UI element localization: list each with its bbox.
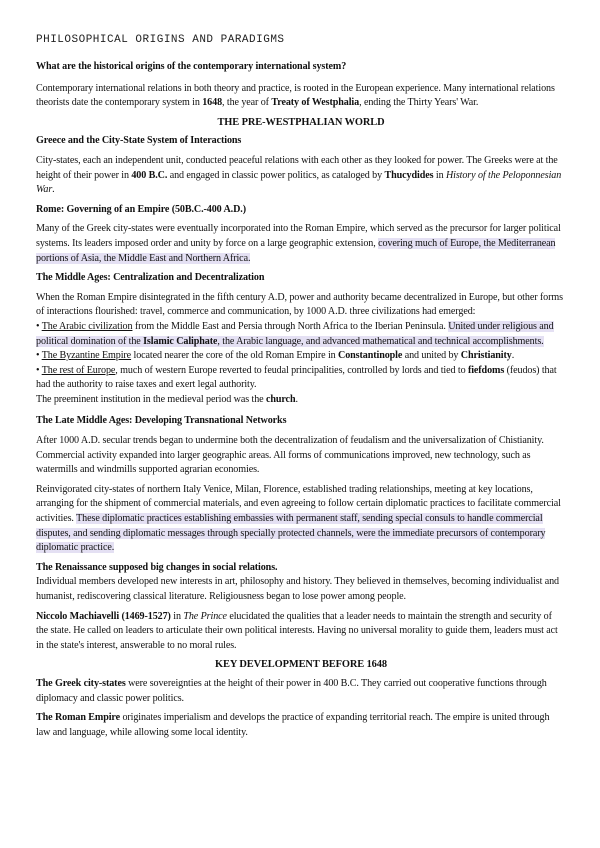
machiavelli-paragraph: Niccolo Machiavelli (1469-1527) in The Prince elucidated the qualities that a leader needs to maintain the strength and security of the state. He called on leaders to articulate their own political interests. Having no universal morality to guide them, leaders must act in the state's interest, answerable to no moral rules. (36, 610, 558, 651)
byzantine-link: The Byzantine Empire (41, 350, 132, 362)
middle-ages-heading: The Middle Ages: Centralization and Decentralization (36, 272, 265, 284)
rome-paragraph: Many of the Greek city-states were eventually incorporated into the Roman Empire, which served as the precursor for larger political systems. Its leaders imposed order and unity by force on a large geographic extension, covering much of Europe, the Mediterranean portions of Asia, the Middle East and Northern Africa. (36, 223, 561, 264)
bullet-arabic: • The Arabic civilization from the Middle East and Persia through North Africa to the Iberian Peninsula. United under religious and political domination of the Islamic Caliphate, the Arabic language, and advanced mathematical and technical accomplishments. (36, 320, 554, 347)
document-body (36, 60, 566, 740)
question-heading: What are the historical origins of the contemporary international system? (36, 61, 347, 72)
key-roman-paragraph: The Roman Empire originates imperialism and develops the practice of expanding territorial reach. The empire is united through law and language, while allowing some local identity. (36, 712, 550, 738)
greece-paragraph: City-states, each an independent unit, conducted peaceful relations with each other as they looked for power. The Greeks were at the height of their power in 400 B.C. and engaged in classic power politics, as cataloged by Thucydides in History of the Peloponnesian War. (36, 154, 562, 196)
bullet-europe: • The rest of Europe, much of western Europe reverted to feudal principalities, controlled by lords and tied to fiefdoms (feudos) that had the authority to raise taxes and exert legal authority. (36, 364, 557, 391)
greece-heading: Greece and the City-State System of Interactions (36, 135, 242, 147)
arabic-link: The Arabic civilization (41, 320, 133, 332)
late-middle-paragraph-2: Reinvigorated city-states of northern Italy Venice, Milan, Florence, established trading relationships, meeting at key locations, arranging for the shipment of commercial materials, and even agreeing to follow certain diplomatic practices to facilitate commercial activities. These diplomatic practices establishing embassies with permanent staff, sending special consuls to handle commercial disputes, and sending diplomatic messages through specially protected channels, were the immediate precursors of contemporary diplomatic practice. (36, 483, 561, 554)
section-heading-pre-westphalian: THE PRE-WESTPHALIAN WORLD (217, 116, 385, 128)
middle-ages-intro: When the Roman Empire disintegrated in the fifth century A.D, power and authority became decentralized in Europe, but other forms of interactions flourished: travel, commerce and communication, by 1000 A.D. three civilizations had emerged: (36, 291, 563, 318)
intro-paragraph: Contemporary international relations in both theory and practice, is rooted in the European experience. Many international relations theorists date the contemporary system in 1648, the year of Treaty of Westphalia, ending the Thirty Years' War. (36, 82, 555, 109)
late-middle-ages-heading: The Late Middle Ages: Developing Transnational Networks (36, 415, 287, 427)
late-middle-paragraph-1: After 1000 A.D. secular trends began to undermine both the decentralization of feudalism and the universalization of Chistianity. Commercial activity expanded into larger geographic areas. All forms of communications improved, new technology, such as watermills and windmills supported agrarian economies. (36, 435, 544, 476)
church-sentence: The preeminent institution in the medieval period was the church. (36, 393, 298, 405)
key-greek-paragraph: The Greek city-states were sovereignties at the height of their power in 400 B.C. They carried out cooperative functions through diplomacy and classic power politics. (36, 677, 547, 704)
bullet-byzantine: • The Byzantine Empire located nearer the core of the old Roman Empire in Constantinople and united by Christianity. (36, 350, 515, 362)
diplomacy-highlight: These diplomatic practices establishing embassies with permanent staff, sending special consuls to handle commercial disputes, and sending diplomatic messages through specially protected channels, were the immediate precursors of contemporary diplomatic practice. (36, 513, 546, 554)
rome-highlight: covering much of Europe, the Mediterranean portions of Asia, the Middle East and Northern Africa. (36, 237, 556, 264)
rome-heading: Rome: Governing of an Empire (50B.C.-400 A.D.) (36, 203, 246, 215)
europe-link: The rest of Europe (41, 364, 116, 376)
document-title: PHILOSOPHICAL ORIGINS AND PARADIGMS (36, 34, 285, 46)
section-heading-key-development: KEY DEVELOPMENT BEFORE 1648 (215, 659, 387, 671)
renaissance-heading: The Renaissance supposed big changes in social relations. (36, 561, 278, 573)
renaissance-paragraph: Individual members developed new interests in art, philosophy and history. They believed in themselves, becoming individualist and humanist, rediscovering classical literature. Religiousness began to lose power among people. (36, 576, 559, 602)
